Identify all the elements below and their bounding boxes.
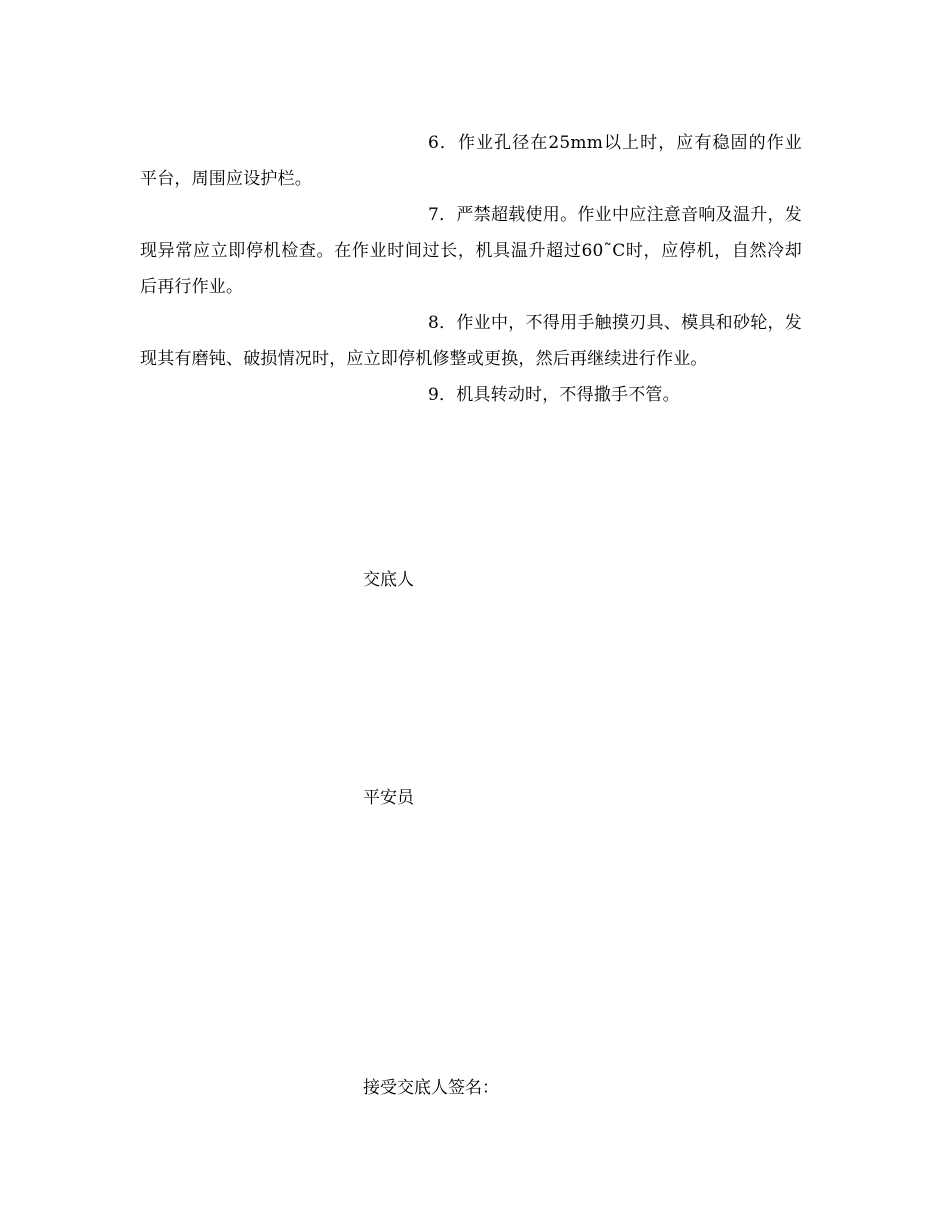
receiver-signature-label: 接受交底人签名： — [363, 1078, 499, 1098]
safety-officer-label: 平安员 — [363, 788, 414, 808]
clause-6: 6．作业孔径在25mm以上时，应有稳固的作业平台，周围应设护栏。 — [140, 133, 802, 189]
clause-7: 7．严禁超载使用。作业中应注意音响及温升，发现异常应立即停机检查。在作业时间过长，机具温升超过60˜C时，应停机，自然冷却后再行作业。 — [140, 205, 802, 297]
presenter-label: 交底人 — [363, 570, 414, 590]
clause-8: 8．作业中，不得用手触摸刃具、模具和砂轮，发现其有磨钝、破损情况时，应立即停机修整或更换，然后再继续进行作业。 — [140, 313, 802, 369]
clause-9: 9．机具转动时，不得撒手不管。 — [428, 385, 680, 405]
